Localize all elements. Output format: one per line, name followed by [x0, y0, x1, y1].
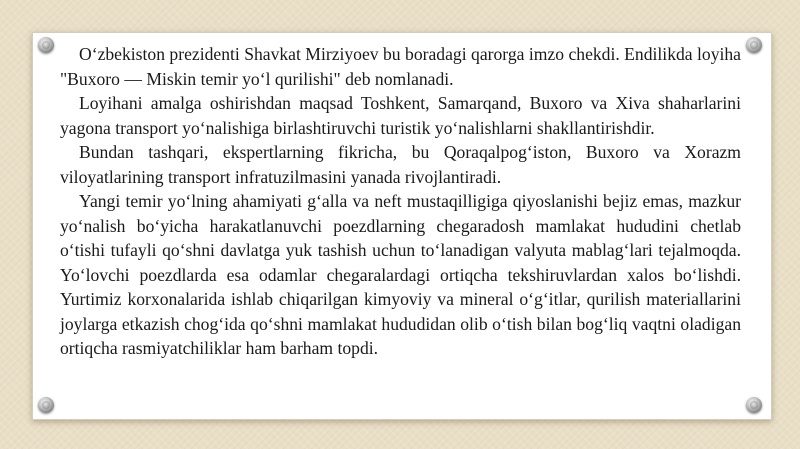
- paragraph-1: O‘zbekiston prezidenti Shavkat Mirziyoev bu boradagi qarorga imzo chekdi. Endilikda loyiha "Buxoro — Miskin temir yo‘l qurilishi" deb nomlanadi.: [60, 44, 741, 89]
- paragraph-3: Bundan tashqari, ekspertlarning fikricha, bu Qoraqalpog‘iston, Buxoro va Xorazm viloyatlarining transport infratuzilmasini yanada rivojlantiradi.: [60, 142, 741, 187]
- pushpin-icon: [38, 397, 54, 413]
- pushpin-icon: [746, 37, 762, 53]
- document-body: [60, 42, 741, 361]
- paragraph-2: Loyihani amalga oshirishdan maqsad Toshkent, Samarqand, Buxoro va Xiva shaharlarini yagona transport yo‘nalishiga birlashtiruvchi turistik yo‘nalishlarni shakllantirishdir.: [60, 93, 741, 138]
- paragraph-4: Yangi temir yo‘lning ahamiyati g‘alla va neft mustaqilligiga qiyoslanishi bejiz emas, mazkur yo‘nalish bo‘yicha harakatlanuvchi poezdlarning chegaradosh mamlakat hududini chetlab o‘tishi tufayli qo‘shni davlatga yuk tashish uchun to‘lanadigan valyuta mablag‘lari tejalmoqda. Yo‘lovchi poezdlarda esa odamlar chegaralardagi ortiqcha tekshiruvlardan xalos bo‘lishdi. Yurtimiz korxonalarida ishlab chiqarilgan kimyoviy va mineral o‘g‘itlar, qurilish materiallarini joylarga etkazish chog‘ida qo‘shni mamlakat hududidan olib o‘tish bilan bog‘liq vaqtni oladigan ortiqcha rasmiyatchiliklar ham barham topdi.: [60, 191, 741, 358]
- pushpin-icon: [746, 397, 762, 413]
- pushpin-icon: [38, 37, 54, 53]
